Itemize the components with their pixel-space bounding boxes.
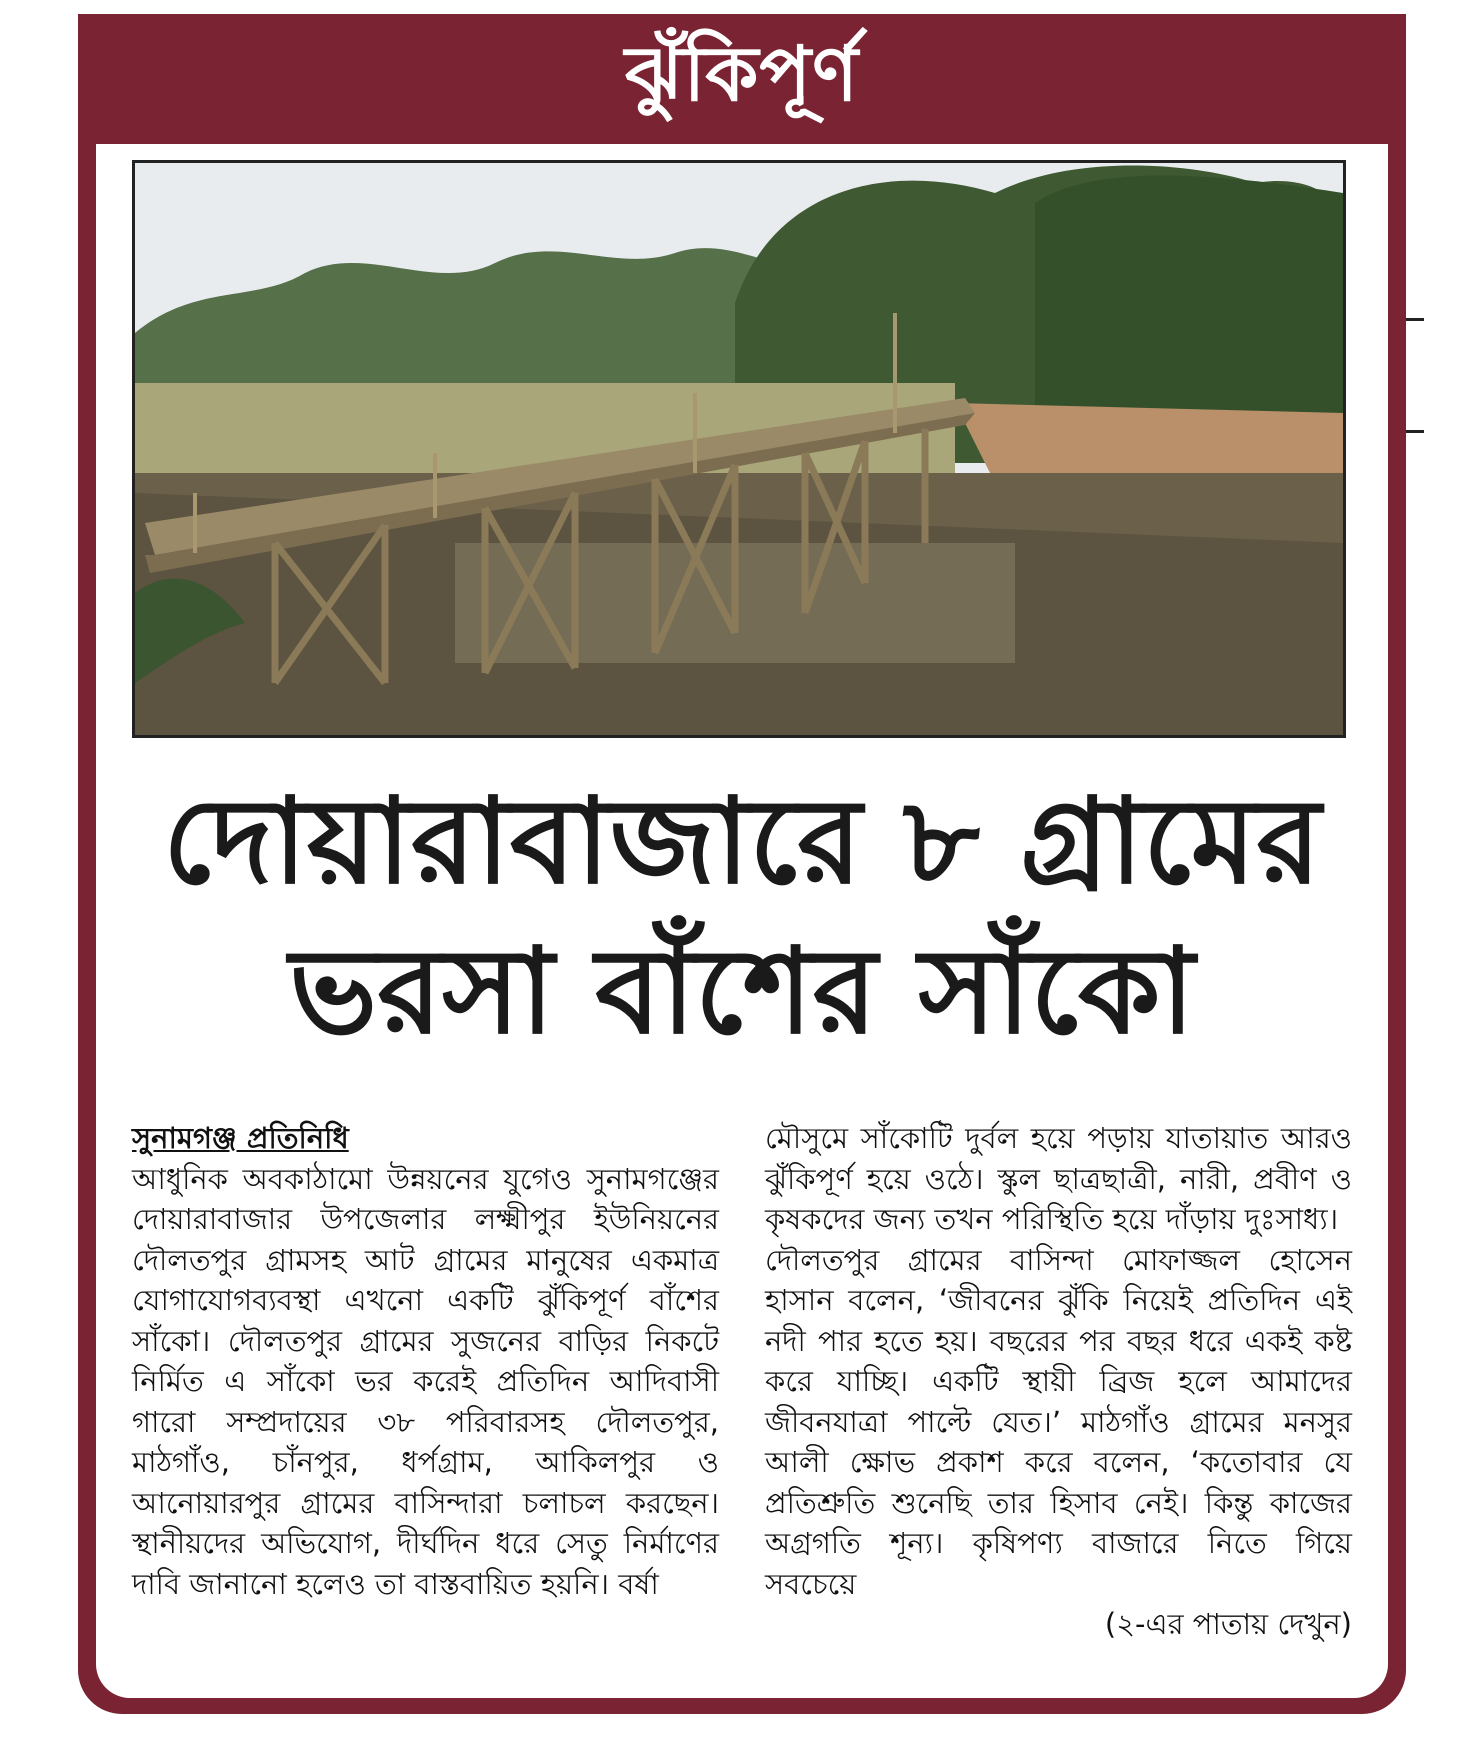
section-header [78,14,1406,144]
article-paragraph: মৌসুমে সাঁকোটি দুর্বল হয়ে পড়ায় যাতায়াত আরও ঝুঁকিপূর্ণ হয়ে ওঠে। স্কুল ছাত্রছাত্রী, নারী, প্রবীণ ও কৃষকদের জন্য তখন পরিস্থিতি হয়ে দাঁড়ায় দুঃসাধ্য। [765,1121,1352,1236]
headline [96,766,1388,1066]
headline-line-2: ভরসা বাঁশের সাঁকো [289,922,1195,1060]
article-column-2 [765,1118,1352,1678]
bamboo-bridge-photo [132,160,1346,738]
continued-note: (২-এর পাতায় দেখুন) [1104,1607,1352,1641]
margin-mark [1406,430,1424,433]
article-columns [132,1118,1352,1678]
article-body [96,144,1388,1698]
article-paragraph: আধুনিক অবকাঠামো উন্নয়নের যুগেও সুনামগঞ্জের দোয়ারাবাজার উপজেলার লক্ষ্মীপুর ইউনিয়নের দৌলতপুর গ্রামসহ আট গ্রামের মানুষের একমাত্র যোগাযোগব্যবস্থা এখনো একটি ঝুঁকিপূর্ণ বাঁশের সাঁকো। দৌলতপুর গ্রামের সুজনের বাড়ির নিকটে নির্মিত এ সাঁকো ভর করেই প্রতিদিন আদিবাসী গারো সম্প্রদায়ের ৩৮ পরিবারসহ দৌলতপুর, মাঠগাঁও, চাঁনপুর, ধর্পগ্রাম, আকিলপুর ও আনোয়ারপুর গ্রামের বাসিন্দারা চলাচল করছেন। স্থানীয়দের অভিযোগ, দীর্ঘদিন ধরে সেতু নির্মাণের দাবি জানানো হলেও তা বাস্তবায়িত হয়নি। বর্ষা [132,1161,719,1601]
article-column-1 [132,1118,719,1678]
article-paragraph: দৌলতপুর গ্রামের বাসিন্দা মোফাজ্জল হোসেন হাসান বলেন, ‘জীবনের ঝুঁকি নিয়েই প্রতিদিন এই নদী পার হতে হয়। বছরের পর বছর ধরে একই কষ্ট করে যাচ্ছি। একটি স্থায়ী ব্রিজ হলে আমাদের জীবনযাত্রা পাল্টে যেত।’ মাঠগাঁও গ্রামের মনসুর আলী ক্ষোভ প্রকাশ করে বলেন, ‘কতোবার যে প্রতিশ্রুতি শুনেছি তার হিসাব নেই। কিন্তু কাজের অগ্রগতি শূন্য। কৃষিপণ্য বাজারে নিতে গিয়ে সবচেয়ে [765,1242,1352,1601]
photo-illustration [135,163,1343,735]
section-title: ঝুঁকিপূর্ণ [625,28,859,118]
byline: সুনামগঞ্জ প্রতিনিধি [132,1121,349,1155]
article-frame [78,14,1406,1714]
headline-line-1: দোয়ারাবাজারে ৮ গ্রামের [162,772,1322,910]
margin-mark [1406,318,1424,321]
